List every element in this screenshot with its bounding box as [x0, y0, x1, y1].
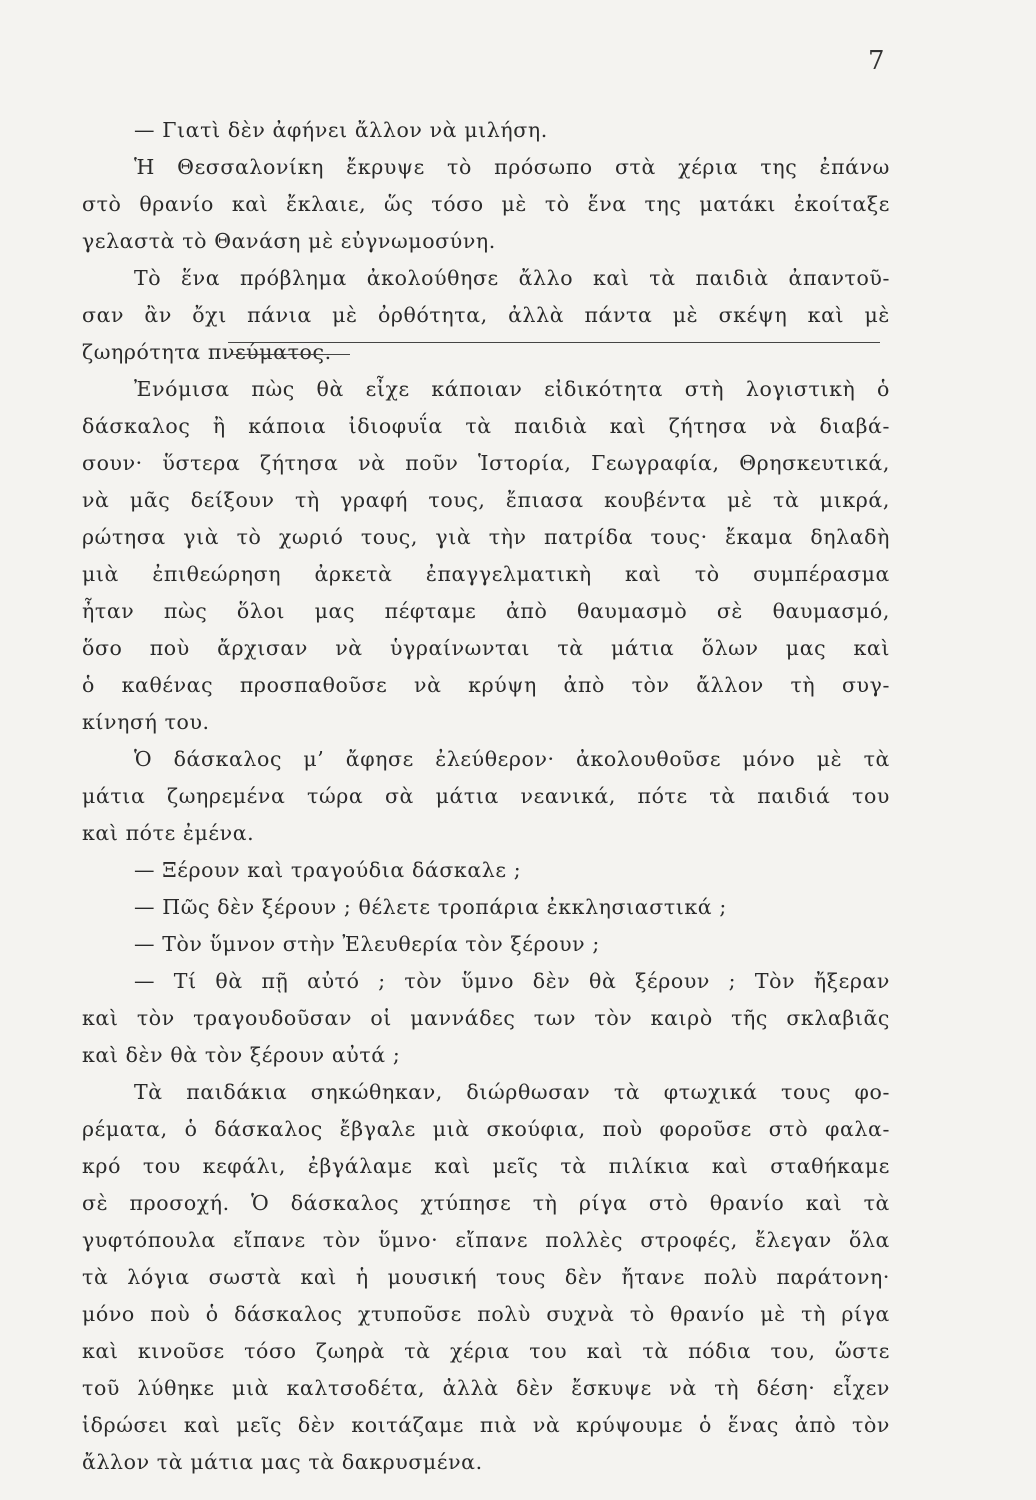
- text-line: τὰ λόγια σωστὰ καὶ ἡ μουσική τους δὲν ἤτανε πολὺ παράτονη·: [82, 1265, 890, 1289]
- text-line: καὶ τὸν τραγουδοῦσαν οἱ μαννάδες των τὸν καιρὸ τῆς σκλαβιᾶς: [82, 1006, 890, 1030]
- text-line: Ἡ Θεσσαλονίκη ἔκρυψε τὸ πρόσωπο στὰ χέρια της ἐπάνω: [134, 155, 890, 179]
- text-line: μόνο ποὺ ὁ δάσκαλος χτυποῦσε πολὺ συχνὰ τὸ θρανίο μὲ τὴ ρίγα: [82, 1302, 890, 1326]
- text-line: ζωηρότητα πνεύματος.: [82, 340, 332, 364]
- text-line: — Τὸν ὕμνον στὴν Ἐλευθερία τὸν ξέρουν ;: [134, 932, 600, 956]
- text-line: Τὰ παιδάκια σηκώθηκαν, διώρθωσαν τὰ φτωχικά τους φο-: [134, 1080, 890, 1104]
- text-line: Τὸ ἕνα πρόβλημα ἀκολούθησε ἄλλο καὶ τὰ παιδιὰ ἀπαντοῦ-: [134, 266, 890, 290]
- text-line: μάτια ζωηρεμένα τώρα σὰ μάτια νεανικά, πότε τὰ παιδιά του: [82, 784, 890, 808]
- text-line: Ἐνόμισα πὼς θὰ εἶχε κάποιαν εἰδικότητα στὴ λογιστικὴ ὁ: [134, 377, 890, 401]
- text-line: ρέματα, ὁ δάσκαλος ἔβγαλε μιὰ σκούφια, ποὺ φοροῦσε στὸ φαλα-: [82, 1117, 890, 1141]
- text-line: ὅσο ποὺ ἄρχισαν νὰ ὑγραίνωνται τὰ μάτια ὅλων μας καὶ: [82, 636, 890, 660]
- text-line: νὰ μᾶς δείξουν τὴ γραφή τους, ἔπιασα κουβέντα μὲ τὰ μικρά,: [82, 488, 890, 512]
- text-line: σὲ προσοχή. Ὁ δάσκαλος χτύπησε τὴ ρίγα στὸ θρανίο καὶ τὰ: [82, 1191, 890, 1215]
- text-line: — Τί θὰ πῇ αὐτό ; τὸν ὕμνο δὲν θὰ ξέρουν ; Τὸν ἤξεραν: [134, 969, 890, 993]
- text-line: — Γιατὶ δὲν ἀφήνει ἄλλον νὰ μιλήση.: [134, 118, 548, 142]
- text-line: Ὁ δάσκαλος μ’ ἄφησε ἐλεύθερον· ἀκολουθοῦσε μόνο μὲ τὰ: [134, 747, 890, 771]
- text-line: ὁ καθένας προσπαθοῦσε νὰ κρύψη ἀπὸ τὸν ἄλλον τὴ συγ-: [82, 673, 890, 697]
- text-line: καὶ πότε ἐμένα.: [82, 821, 255, 845]
- text-line: ἄλλον τὰ μάτια μας τὰ δακρυσμένα.: [82, 1450, 483, 1474]
- text-line: γελαστὰ τὸ Θανάση μὲ εὐγνωμοσύνη.: [82, 229, 496, 253]
- body-text: [82, 112, 890, 1481]
- text-line: σουν· ὕστερα ζήτησα νὰ ποῦν Ἱστορία, Γεωγραφία, Θρησκευτικά,: [82, 451, 890, 475]
- text-line: καὶ δὲν θὰ τὸν ξέρουν αὐτά ;: [82, 1043, 401, 1067]
- text-line: ρώτησα γιὰ τὸ χωριό τους, γιὰ τὴν πατρίδα τους· ἔκαμα δηλαδὴ: [82, 525, 890, 549]
- text-line: στὸ θρανίο καὶ ἔκλαιε, ὥς τόσο μὲ τὸ ἕνα της ματάκι ἐκοίταξε: [82, 192, 890, 216]
- pencil-underline: [228, 342, 880, 343]
- page-number: 7: [868, 46, 885, 76]
- text-line: ἦταν πὼς ὅλοι μας πέφταμε ἀπὸ θαυμασμὸ σὲ θαυμασμό,: [82, 599, 890, 623]
- text-line: σαν ἂν ὄχι πάνια μὲ ὀρθότητα, ἀλλὰ πάντα μὲ σκέψη καὶ μὲ: [82, 303, 890, 327]
- text-line: — Ξέρουν καὶ τραγούδια δάσκαλε ;: [134, 858, 522, 882]
- pencil-underline-2: [230, 354, 350, 355]
- text-line: καὶ κινοῦσε τόσο ζωηρὰ τὰ χέρια του καὶ τὰ πόδια του, ὥστε: [82, 1339, 890, 1363]
- text-line: κρό του κεφάλι, ἐβγάλαμε καὶ μεῖς τὰ πιλίκια καὶ σταθήκαμε: [82, 1154, 890, 1178]
- text-line: — Πῶς δὲν ξέρουν ; θέλετε τροπάρια ἐκκλησιαστικά ;: [134, 895, 727, 919]
- text-line: ἱδρώσει καὶ μεῖς δὲν κοιτάζαμε πιὰ νὰ κρύψουμε ὁ ἕνας ἀπὸ τὸν: [82, 1413, 890, 1437]
- text-line: γυφτόπουλα εἴπανε τὸν ὕμνο· εἴπανε πολλὲς στροφές, ἔλεγαν ὅλα: [82, 1228, 890, 1252]
- text-line: δάσκαλος ἢ κάποια ἰδιοφυΐα τὰ παιδιὰ καὶ ζήτησα νὰ διαβά-: [82, 414, 890, 438]
- text-line: κίνησή του.: [82, 710, 210, 734]
- text-line: μιὰ ἐπιθεώρηση ἀρκετὰ ἐπαγγελματικὴ καὶ τὸ συμπέρασμα: [82, 562, 890, 586]
- text-line: τοῦ λύθηκε μιὰ καλτσοδέτα, ἀλλὰ δὲν ἔσκυψε νὰ τὴ δέση· εἶχεν: [82, 1376, 890, 1400]
